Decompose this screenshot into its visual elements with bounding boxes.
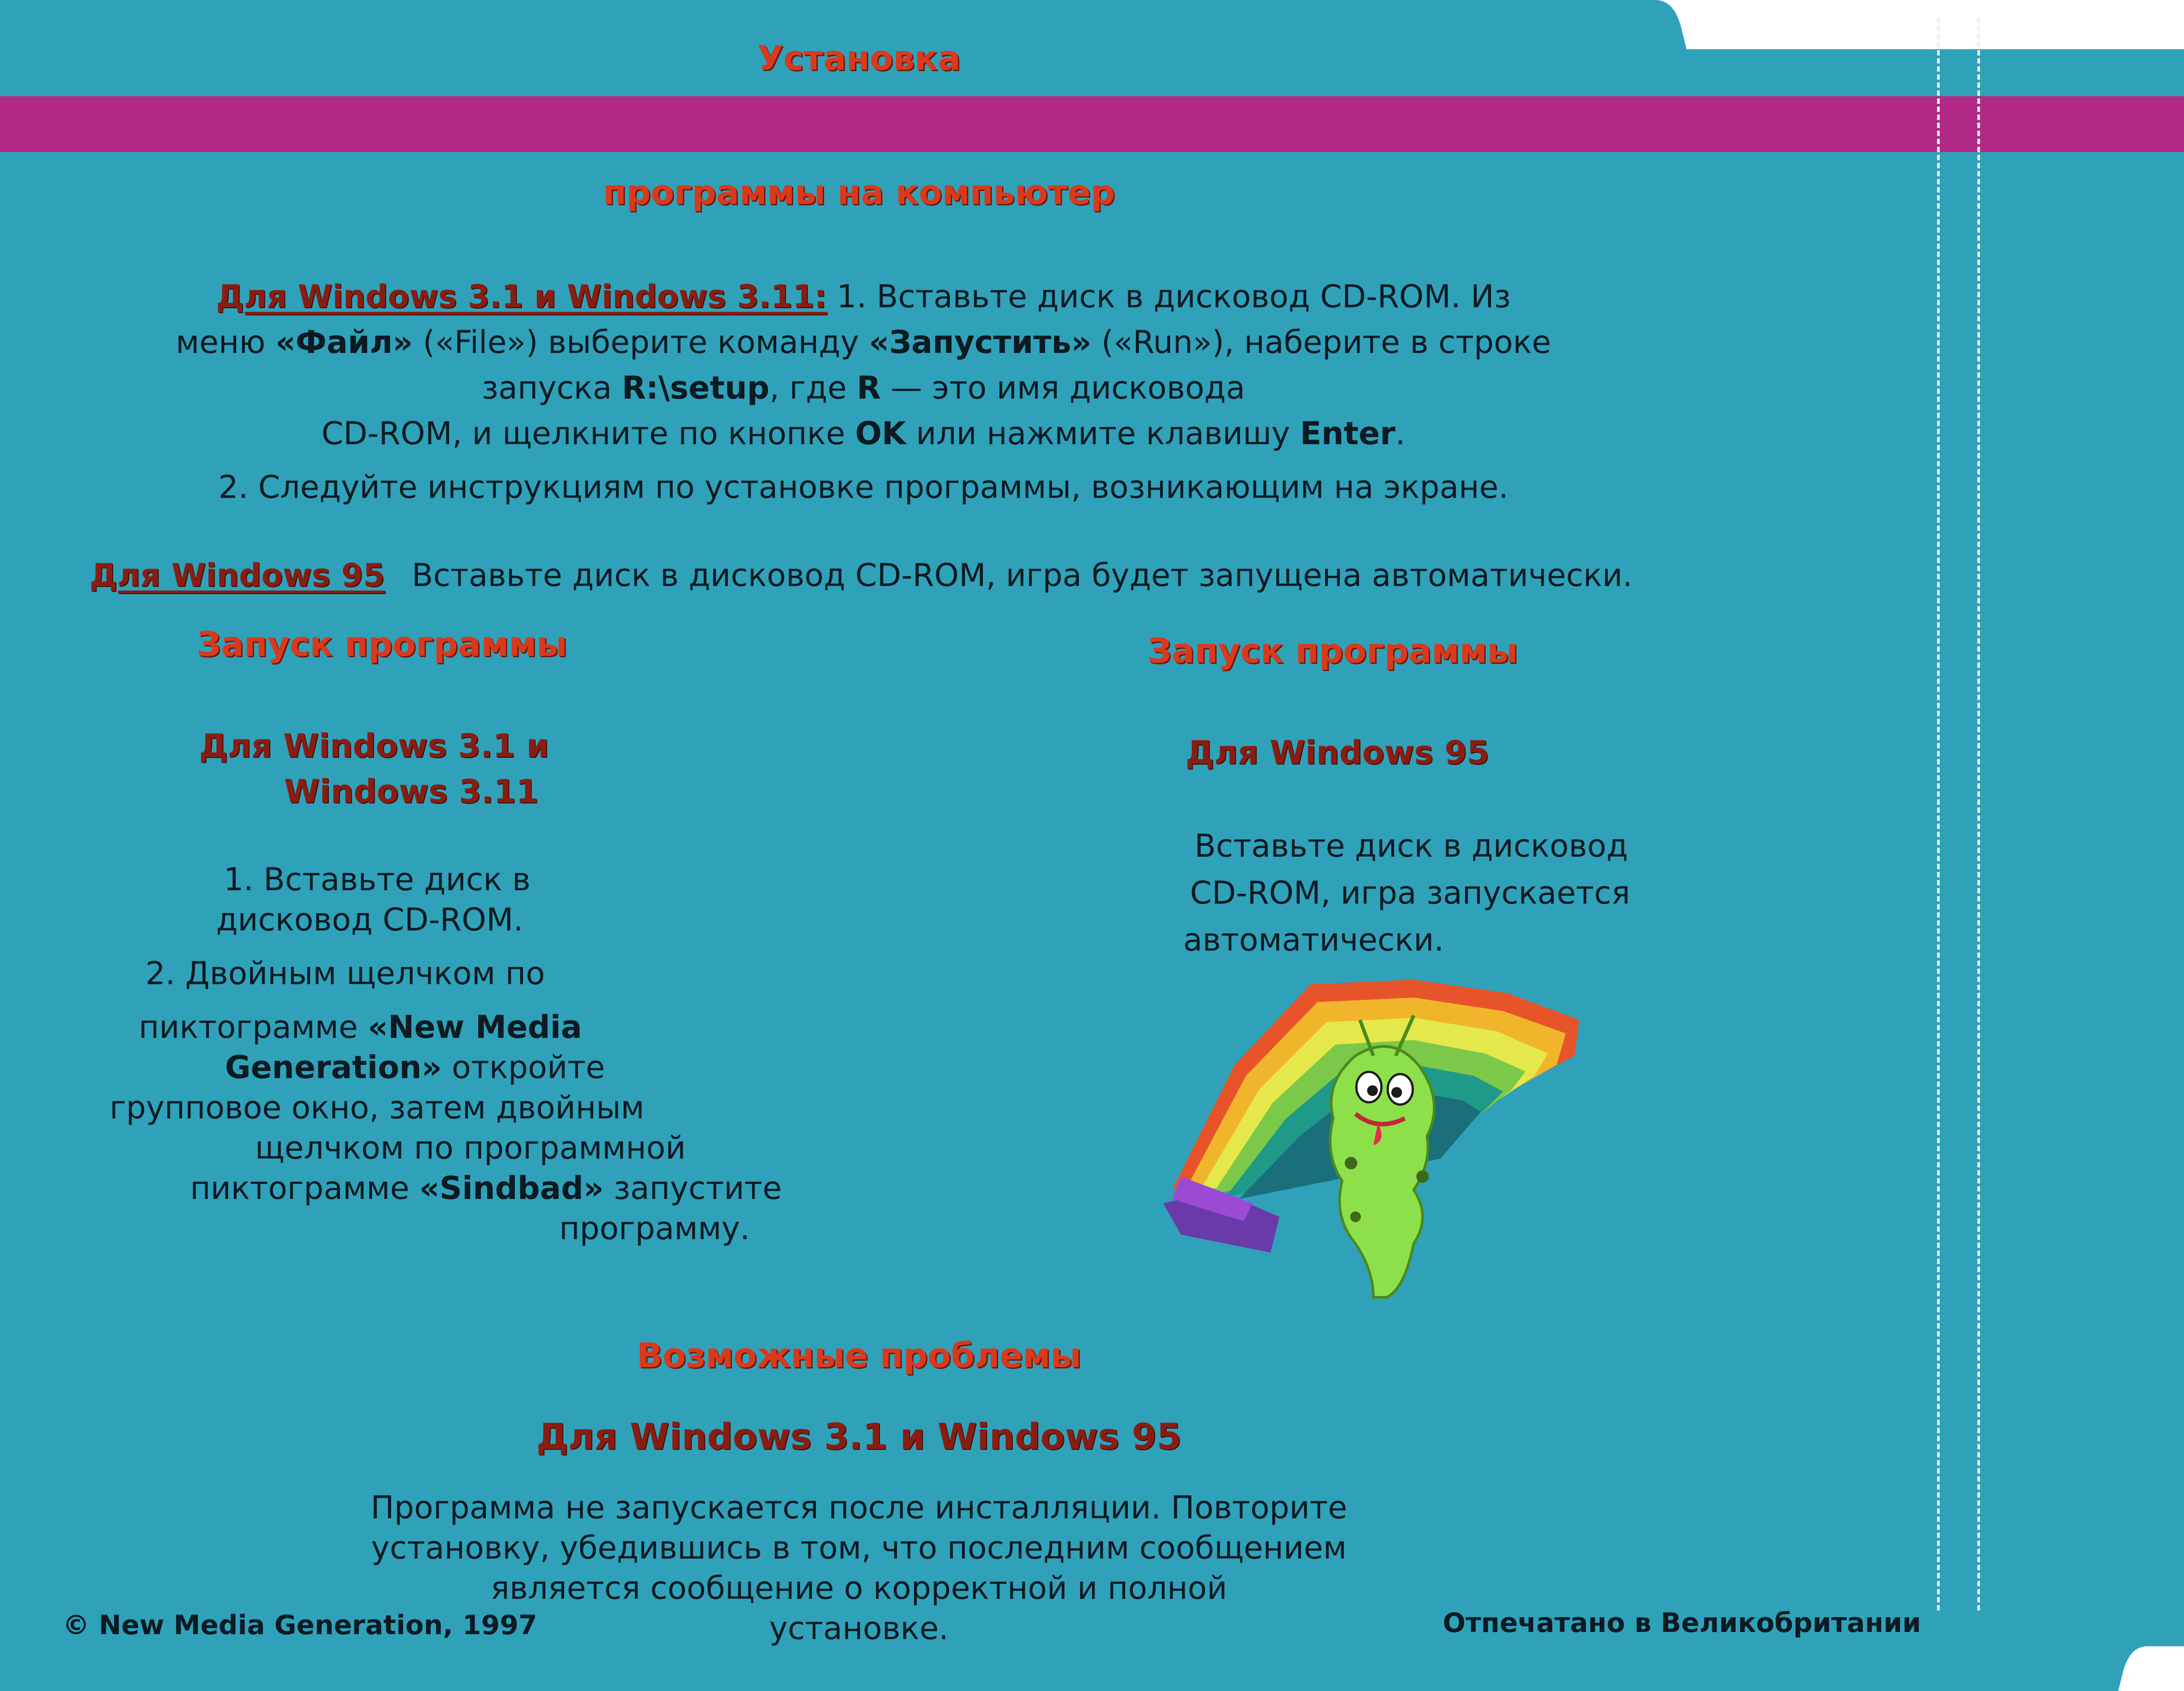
install-win95-line	[89, 552, 1655, 598]
menu-file: «Файл»	[275, 324, 413, 361]
launch-right-heading: Запуск программы	[1147, 631, 1518, 671]
page-title: Установка	[757, 38, 961, 78]
magenta-stripe	[0, 96, 2184, 152]
install-win31-line2	[170, 319, 1557, 365]
step1-line1: 1. Вставьте диск в	[224, 861, 531, 898]
step2-line2	[139, 1004, 582, 1050]
problems-sub: Для Windows 3.1 и Windows 95	[536, 1416, 1182, 1457]
launch-left-sub1: Для Windows 3.1 и	[199, 727, 549, 765]
text: меню	[175, 324, 276, 361]
step2-line7: программу.	[559, 1210, 750, 1247]
step2-line1: 2. Двойным щелчком по	[145, 955, 545, 992]
step2-line6	[190, 1165, 782, 1211]
text: — это имя дисковода	[880, 370, 1245, 406]
install-win31-text: 1. Вставьте диск в дисковод CD-ROM. Из	[827, 278, 1511, 315]
page-subtitle: программы на компьютер	[603, 172, 1115, 212]
install-win31-line3	[170, 365, 1557, 411]
install-win31-line4	[170, 411, 1557, 456]
fold-line-right	[1977, 18, 1980, 1610]
drive-letter: R	[857, 370, 881, 406]
text: или нажмите клавишу	[906, 415, 1300, 452]
step1-line2: дисковод CD-ROM.	[216, 901, 523, 938]
text: запустите	[603, 1170, 782, 1207]
text: («Run»), наберите в строке	[1091, 324, 1551, 361]
install-win95-text: Вставьте диск в дисковод CD-ROM, игра будет запущена автоматически.	[412, 557, 1633, 594]
text: , где	[769, 370, 857, 406]
install-win31-line1	[170, 274, 1557, 319]
command-run: «Запустить»	[869, 324, 1092, 361]
ok-key: OK	[855, 415, 906, 452]
problems-line1: Программа не запускается после инсталляции. Повторите	[370, 1489, 1347, 1526]
launch-left-heading: Запуск программы	[197, 624, 567, 664]
step2-line3	[225, 1045, 605, 1090]
problems-heading: Возможные проблемы	[637, 1335, 1081, 1375]
text: пиктограмме	[139, 1009, 368, 1045]
launch-right-line3: автоматически.	[1183, 922, 1444, 958]
group-name: «New Media	[368, 1009, 582, 1045]
copyright: © New Media Generation, 1997	[63, 1610, 537, 1641]
install-win95-label: Для Windows 95	[89, 557, 385, 594]
launch-right-sub: Для Windows 95	[1185, 734, 1490, 771]
fold-line-left	[1937, 18, 1940, 1610]
problems-line4: установке.	[769, 1610, 949, 1647]
install-win31-block	[170, 274, 1557, 510]
install-win31-label: Для Windows 3.1 и Windows 3.11:	[216, 278, 827, 315]
text: («File») выберите команду	[413, 324, 869, 361]
setup-path: R:\setup	[622, 370, 770, 406]
step2-line4: групповое окно, затем двойным	[110, 1089, 645, 1126]
text: запуска	[481, 370, 622, 406]
text: пиктограмме	[190, 1170, 420, 1207]
launch-right-line2: CD-ROM, игра запускается	[1190, 875, 1630, 911]
install-win31-step2: 2. Следуйте инструкциям по установке программы, возникающим на экране.	[218, 469, 1508, 506]
problems-line2: установку, убедившись в том, что последним сообщением	[371, 1530, 1347, 1566]
text: CD-ROM, и щелкните по кнопке	[321, 415, 855, 452]
group-name-end: Generation»	[225, 1049, 442, 1086]
step2-line5: щелчком по программной	[255, 1130, 686, 1166]
printed-in: Отпечатано в Великобритании	[1443, 1607, 1921, 1639]
text: откройте	[442, 1049, 605, 1086]
fan-caterpillar-illustration	[1163, 966, 1584, 1306]
problems-line3: является сообщение о корректной и полной	[490, 1570, 1228, 1606]
launch-left-sub2: Windows 3.11	[284, 773, 539, 810]
enter-key: Enter	[1300, 415, 1396, 452]
program-name: «Sindbad»	[419, 1170, 604, 1207]
launch-right-line1: Вставьте диск в дисковод	[1194, 828, 1628, 864]
text: .	[1395, 415, 1406, 452]
